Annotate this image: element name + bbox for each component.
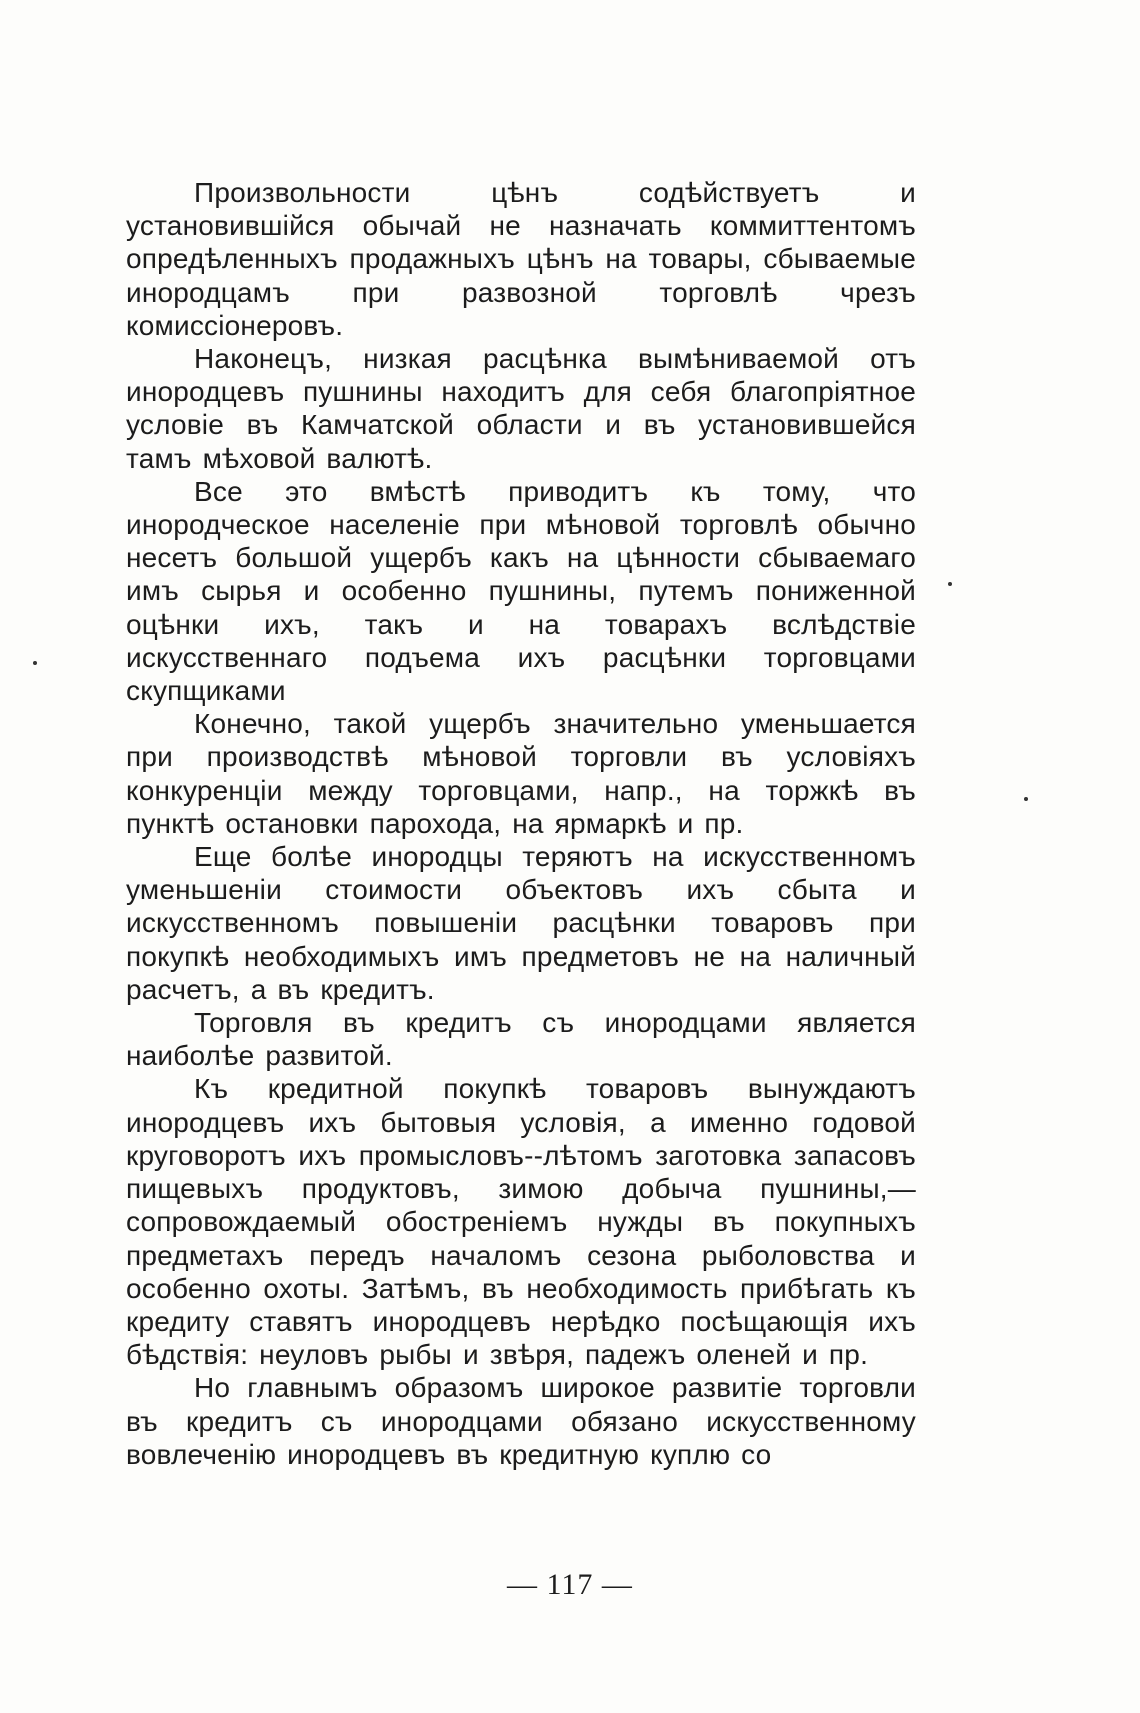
paragraph-5: Еще болѣе инородцы теряютъ на искусственномъ уменьшеніи стоимости объектовъ ихъ сбыта и искусственномъ повышеніи расцѣнки товаровъ при покупкѣ необходимыхъ имъ предметовъ не на наличный расчетъ, а въ кредитъ.	[126, 841, 916, 1005]
paragraph-7: Къ кредитной покупкѣ товаровъ вынуждаютъ инородцевъ ихъ бытовыя условія, а именно годовой круговоротъ ихъ промысловъ--лѣтомъ заготовка запасовъ пищевыхъ продуктовъ, зимою добыча пушнины,—сопровождаемый обостреніемъ нужды въ покупныхъ предметахъ передъ началомъ сезона рыболовства и особенно охоты. Затѣмъ, въ необходимость прибѣгать къ кредиту ставятъ инородцевъ нерѣдко посѣщающія ихъ бѣдствія: неуловъ рыбы и звѣря, падежъ оленей и пр.	[126, 1073, 916, 1371]
page-number: — 117 —	[507, 1568, 633, 1601]
scan-speck	[1024, 797, 1028, 801]
paragraph-3: Все это вмѣстѣ приводитъ къ тому, что инородческое населеніе при мѣновой торговлѣ обычно несетъ большой ущербъ какъ на цѣнности сбываемаго имъ сырья и особенно пушнины, путемъ пониженной оцѣнки ихъ, такъ и на товарахъ вслѣдствіе искусственнаго подъема ихъ расцѣнки торговцами скупщиками	[126, 475, 916, 707]
body-text	[126, 176, 916, 1471]
paragraph-4: Конечно, такой ущербъ значительно уменьшается при производствѣ мѣновой торговли въ условіяхъ конкуренціи между торговцами, напр., на торжкѣ въ пунктѣ остановки парохода, на ярмаркѣ и пр.	[126, 708, 916, 839]
scan-speck	[33, 661, 37, 665]
paragraph-8: Но главнымъ образомъ широкое развитіе торговли въ кредитъ съ инородцами обязано искусственному вовлеченію инородцевъ въ кредитную куплю со	[126, 1372, 916, 1470]
paragraph-6: Торговля въ кредитъ съ инородцами является наиболѣе развитой.	[126, 1007, 916, 1072]
paragraph-2: Наконецъ, низкая расцѣнка вымѣниваемой отъ инородцевъ пушнины находитъ для себя благопріятное условіе въ Камчатской области и въ установившейся тамъ мѣховой валютѣ.	[126, 343, 916, 474]
paragraph-1: Произвольности цѣнъ содѣйствуетъ и установившійся обычай не назначать коммиттентомъ опредѣленныхъ продажныхъ цѣнъ на товары, сбываемые инородцамъ при развозной торговлѣ чрезъ комиссіонеровъ.	[126, 177, 916, 341]
scan-speck	[948, 582, 952, 586]
